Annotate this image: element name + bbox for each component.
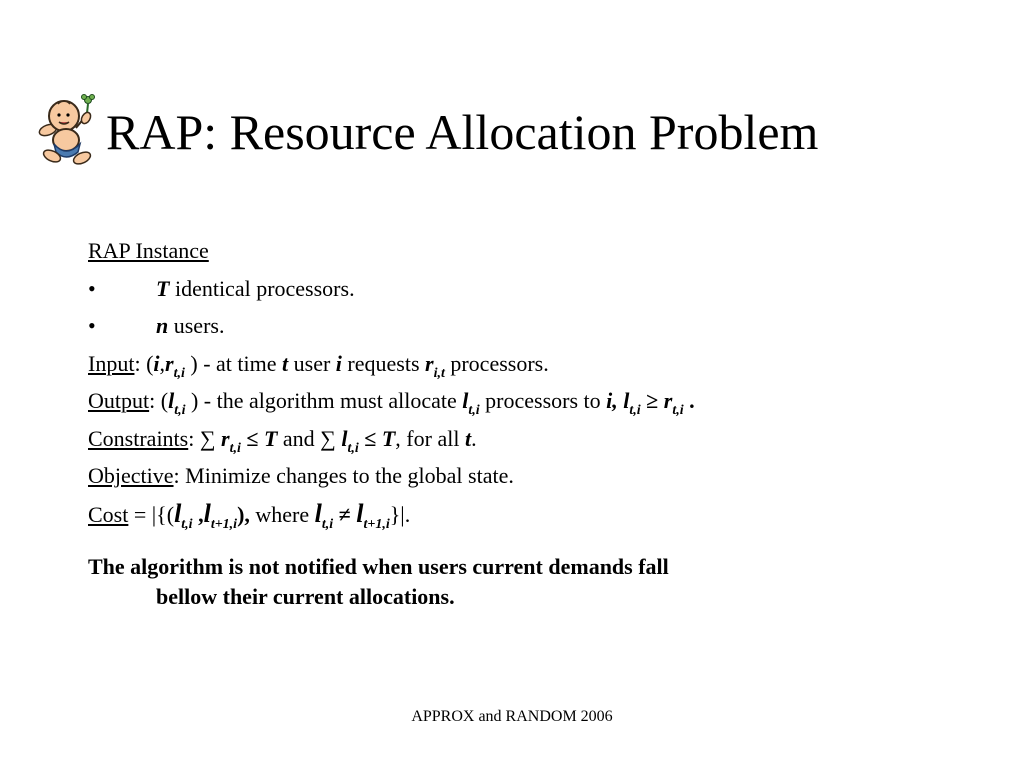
output-label: Output — [88, 388, 150, 413]
bullet-text: identical processors. — [169, 275, 355, 301]
input-label: Input — [88, 350, 135, 376]
note-paragraph — [88, 552, 968, 612]
cost-line: Cost = $|\{(l_{t,i}$ $,l_{t+1,i}$), where $l_{t,i} \ne l_{t+1,i}\}|$. — [88, 498, 411, 532]
bullet-processors — [88, 274, 968, 312]
constraints-line: Constraints: ∑ $r_{t,i} \le T$ and ∑ $l_{t,i} \le T$, for all t. — [88, 425, 477, 456]
cost-label: Cost — [88, 501, 129, 527]
input-line: Input: ($i,r_{t,i}$ ) - at time t user i requests $r_{i,t}$ processors. — [88, 350, 549, 381]
instance-heading: RAP Instance — [88, 238, 209, 263]
constraints-label: Constraints — [88, 425, 189, 451]
var-T: T — [156, 275, 170, 301]
objective-label: Objective — [88, 463, 174, 488]
footer-text: APPROX and RANDOM 2006 — [411, 708, 613, 725]
note-line-1: The algorithm is not notified when users current demands fall — [88, 554, 669, 579]
bullet-symbol: • — [88, 313, 96, 338]
slide-title: RAP: Resource Allocation Problem — [106, 104, 819, 160]
bullet-symbol: • — [88, 275, 96, 301]
baby-mascot-icon — [36, 92, 106, 172]
var-n: n — [156, 313, 169, 338]
objective-line: Objective: Minimize changes to the global state. — [88, 463, 514, 488]
slide-body — [88, 236, 968, 612]
bullet-users — [88, 311, 968, 349]
bullet-text: users. — [168, 313, 225, 338]
note-line-2: bellow their current allocations. — [156, 584, 455, 609]
output-line: Output: ($l_{t,i}$ ) - the algorithm must allocate $l_{t,i}$ processors to i, $l_{t,i} \ge r_{t,i}$ . — [88, 388, 695, 418]
